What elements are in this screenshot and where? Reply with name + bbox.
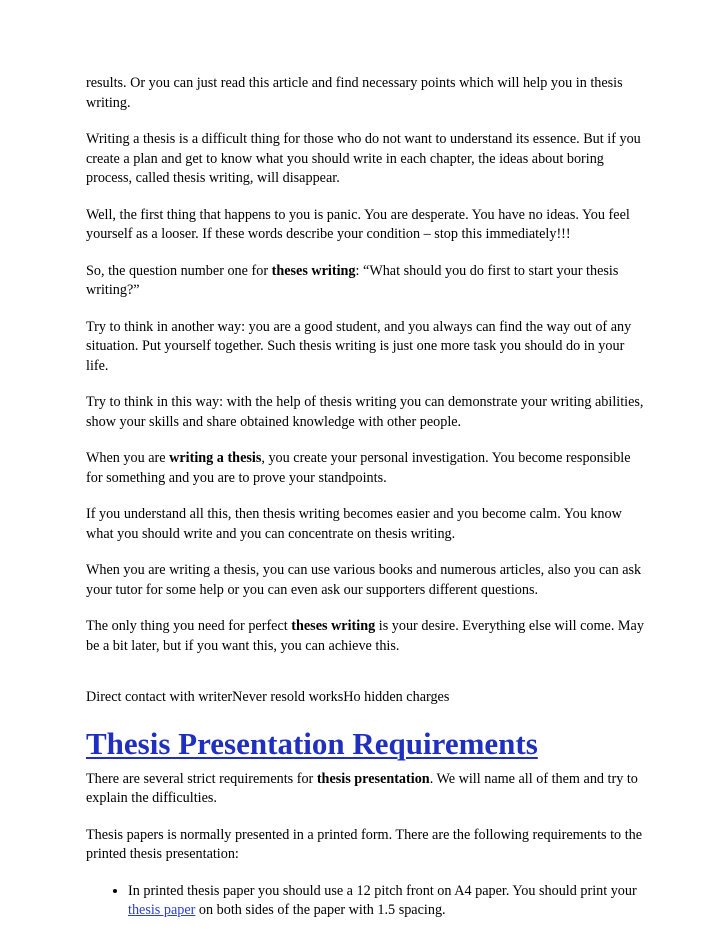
section-paragraph-1-text-a: There are several strict requirements for (86, 770, 317, 787)
paragraph-7-text-a: When you are (86, 450, 170, 466)
list-item-text-b: on both sides of the paper with 1.5 spacing. (195, 902, 446, 918)
paragraph-5: Try to think in another way: you are a good student, and you always can find the way out of any situation. Put yourself together. Such thesis writing is just one more task you should do in your life. (86, 318, 632, 374)
paragraph-features: Direct contact with writerNever resold worksHo hidden charges (86, 689, 450, 705)
section-paragraph-2: Thesis papers is normally presented in a printed form. There are the following requirements to the printed thesis presentation: (86, 826, 643, 862)
paragraph-10-text-a: The only thing you need for perfect (86, 618, 292, 634)
paragraph-9: When you are writing a thesis, you can use various books and numerous articles, also you can ask your tutor for some help or you can even ask our supporters different questions. (86, 562, 642, 598)
paragraph-7-text-b: , you create your personal investigation. You become responsible for something and you are to prove your standpoints. (86, 450, 631, 486)
section-heading: Thesis Presentation Requirements (86, 725, 538, 761)
section-paragraph-1 (86, 770, 648, 809)
paragraph-10 (86, 617, 648, 656)
list-item-text-a: In printed thesis paper you should use a 12 pitch front on A4 paper. You should print your (128, 882, 637, 899)
keyword-thesis-presentation: thesis presentation (316, 770, 430, 787)
paragraph-4 (86, 262, 648, 301)
keyword-theses-writing: theses writing (271, 262, 356, 279)
paragraph-4-text-b: : “What should you do first to start your thesis writing?” (86, 262, 619, 298)
requirements-list (86, 882, 648, 921)
paragraph-6: Try to think in this way: with the help of thesis writing you can demonstrate your writing abilities, show your skills and share obtained knowledge with other people. (86, 394, 644, 430)
paragraph-3: Well, the first thing that happens to you is panic. You are desperate. You have no ideas. You feel yourself as a looser. If these words describe your condition – stop this immediately!!! (86, 206, 630, 242)
paragraph-7 (86, 449, 648, 488)
keyword-theses-writing-2: theses writing (291, 618, 376, 634)
paragraph-4-text-a: So, the question number one for (86, 262, 272, 279)
paragraph-10-text-b: is your desire. Everything else will come. May be a bit later, but if you want this, you can achieve this. (86, 618, 644, 654)
paragraph-1: results. Or you can just read this article and find necessary points which will help you in thesis writing. (86, 75, 623, 111)
paragraph-2: Writing a thesis is a difficult thing for those who do not want to understand its essence. But if you create a plan and get to know what you should write in each chapter, the ideas about boring process, called thesis writing, will disappear. (86, 131, 641, 186)
keyword-writing-a-thesis: writing a thesis (169, 450, 262, 466)
list-item (128, 882, 648, 921)
paragraph-8: If you understand all this, then thesis writing becomes easier and you become calm. You know what you should write and you can concentrate on thesis writing. (86, 506, 622, 542)
thesis-paper-link[interactable]: thesis paper (128, 902, 196, 918)
section-paragraph-1-text-b: . We will name all of them and try to explain the difficulties. (86, 770, 638, 806)
